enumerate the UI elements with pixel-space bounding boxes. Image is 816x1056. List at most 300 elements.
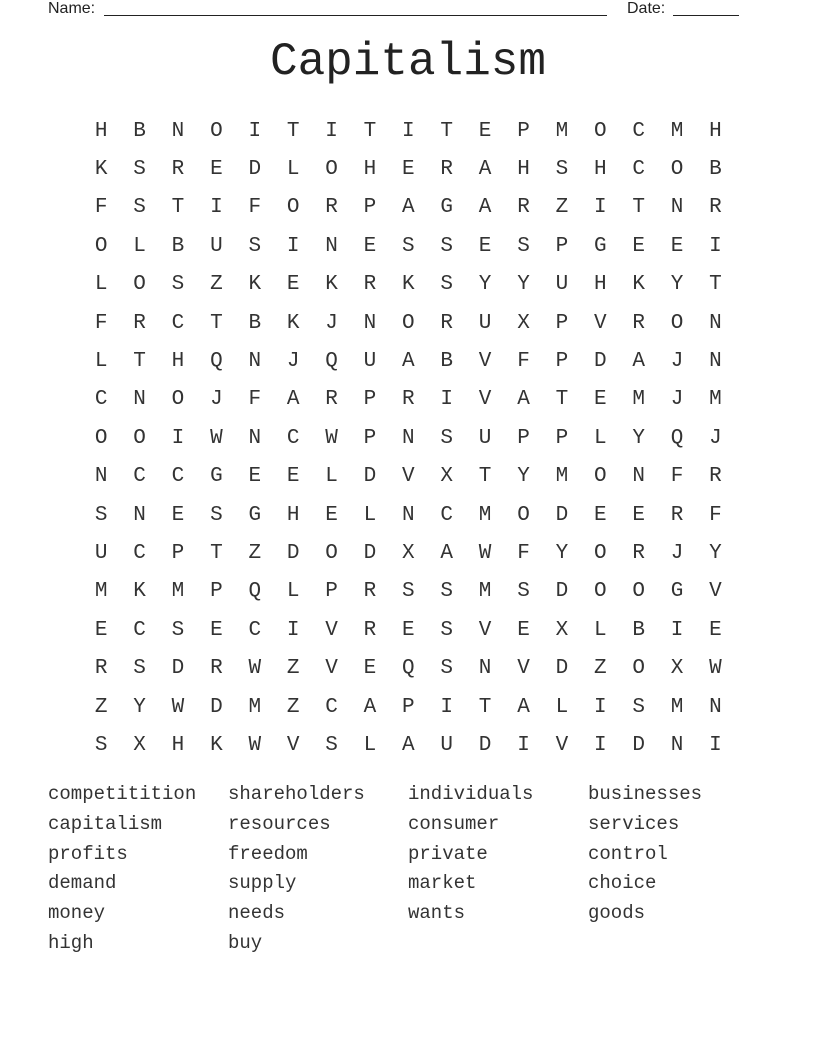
grid-letter[interactable]: O xyxy=(593,541,607,565)
grid-letter[interactable]: V xyxy=(325,657,338,681)
grid-letter[interactable]: T xyxy=(709,273,722,297)
grid-letter[interactable]: X xyxy=(555,618,569,642)
grid-letter[interactable]: R xyxy=(517,196,530,220)
grid-letter[interactable]: W xyxy=(478,541,492,565)
grid-letter[interactable]: S xyxy=(133,158,146,182)
grid-letter[interactable]: R xyxy=(402,388,415,412)
grid-letter[interactable]: H xyxy=(286,503,300,527)
grid-letter[interactable]: J xyxy=(709,426,722,450)
grid-letter[interactable]: M xyxy=(94,580,108,604)
grid-letter[interactable]: P xyxy=(363,426,377,450)
grid-letter[interactable]: H xyxy=(517,158,530,182)
grid-letter[interactable]: J xyxy=(210,388,223,412)
grid-letter[interactable]: I xyxy=(248,119,262,143)
grid-letter[interactable]: L xyxy=(593,426,607,450)
grid-letter[interactable]: E xyxy=(286,465,300,489)
grid-letter[interactable]: O xyxy=(402,311,415,335)
grid-letter[interactable]: E xyxy=(632,234,645,258)
grid-letter[interactable]: C xyxy=(286,426,300,450)
grid-letter[interactable]: K xyxy=(248,273,262,297)
grid-letter[interactable]: V xyxy=(709,580,722,604)
grid-letter[interactable]: J xyxy=(286,350,300,374)
grid-letter[interactable]: P xyxy=(555,234,569,258)
grid-letter[interactable]: N xyxy=(709,695,722,719)
grid-letter[interactable]: E xyxy=(593,388,607,412)
grid-letter[interactable]: B xyxy=(171,234,185,258)
grid-letter[interactable]: R xyxy=(670,503,684,527)
grid-letter[interactable]: I xyxy=(325,119,338,143)
grid-letter[interactable]: S xyxy=(325,733,338,757)
grid-letter[interactable]: Q xyxy=(210,350,223,374)
grid-letter[interactable]: D xyxy=(248,158,262,182)
grid-letter[interactable]: N xyxy=(248,350,262,374)
grid-letter[interactable]: V xyxy=(478,350,492,374)
grid-letter[interactable]: N xyxy=(709,311,722,335)
puzzle-title: Capitalism xyxy=(269,36,547,88)
grid-letter[interactable]: V xyxy=(593,311,607,335)
grid-letter[interactable]: D xyxy=(363,465,377,489)
grid-letter[interactable]: D xyxy=(478,733,492,757)
grid-letter[interactable]: T xyxy=(478,465,492,489)
grid-letter[interactable]: V xyxy=(286,733,300,757)
word-list-item: demand xyxy=(48,872,117,895)
grid-letter[interactable]: Q xyxy=(670,426,684,450)
grid-letter[interactable]: Z xyxy=(555,196,569,220)
grid-letter[interactable]: N xyxy=(402,503,415,527)
grid-letter[interactable]: A xyxy=(478,196,492,220)
grid-letter[interactable]: K xyxy=(632,273,645,297)
grid-letter[interactable]: B xyxy=(440,350,454,374)
grid-letter[interactable]: E xyxy=(363,234,377,258)
grid-letter[interactable]: X xyxy=(517,311,530,335)
grid-letter[interactable]: O xyxy=(593,580,607,604)
grid-letter[interactable]: M xyxy=(248,695,262,719)
grid-letter[interactable]: H xyxy=(171,733,185,757)
grid-letter[interactable]: R xyxy=(210,657,223,681)
grid-letter[interactable]: L xyxy=(286,158,300,182)
grid-letter[interactable]: K xyxy=(402,273,415,297)
grid-letter[interactable]: S xyxy=(402,234,415,258)
grid-letter[interactable]: R xyxy=(363,273,377,297)
grid-letter[interactable]: S xyxy=(517,580,530,604)
grid-letter[interactable]: W xyxy=(709,657,722,681)
grid-letter[interactable]: O xyxy=(171,388,185,412)
grid-letter[interactable]: S xyxy=(517,234,530,258)
grid-letter[interactable]: S xyxy=(171,273,185,297)
grid-letter[interactable]: W xyxy=(325,426,338,450)
grid-letter[interactable]: M xyxy=(171,580,185,604)
grid-letter[interactable]: R xyxy=(94,657,108,681)
grid-letter[interactable]: E xyxy=(325,503,338,527)
grid-letter[interactable]: I xyxy=(709,234,722,258)
grid-letter[interactable]: C xyxy=(325,695,338,719)
grid-letter[interactable]: Y xyxy=(133,695,146,719)
grid-letter[interactable]: A xyxy=(363,695,377,719)
grid-letter[interactable]: P xyxy=(517,426,530,450)
grid-letter[interactable]: L xyxy=(94,350,108,374)
grid-letter[interactable]: O xyxy=(670,311,684,335)
grid-letter[interactable]: H xyxy=(593,158,607,182)
grid-letter[interactable]: M xyxy=(555,465,569,489)
grid-letter[interactable]: U xyxy=(94,541,108,565)
word-list-item: high xyxy=(48,931,94,954)
grid-letter[interactable]: O xyxy=(133,426,146,450)
grid-letter[interactable]: S xyxy=(555,158,569,182)
grid-letter[interactable]: L xyxy=(133,234,146,258)
grid-letter[interactable]: L xyxy=(555,695,569,719)
grid-letter[interactable]: L xyxy=(325,465,338,489)
grid-letter[interactable]: O xyxy=(517,503,530,527)
grid-letter[interactable]: Q xyxy=(325,350,338,374)
grid-letter[interactable]: M xyxy=(709,388,722,412)
grid-letter[interactable]: O xyxy=(286,196,300,220)
grid-letter[interactable]: R xyxy=(133,311,146,335)
grid-letter[interactable]: O xyxy=(94,234,108,258)
word-list-item: services xyxy=(588,812,680,835)
grid-letter[interactable]: E xyxy=(593,503,607,527)
grid-letter[interactable]: S xyxy=(440,657,454,681)
grid-letter[interactable]: I xyxy=(593,196,607,220)
grid-letter[interactable]: M xyxy=(478,503,492,527)
grid-letter[interactable]: A xyxy=(517,695,530,719)
grid-letter[interactable]: H xyxy=(709,119,722,143)
grid-letter[interactable]: R xyxy=(440,311,454,335)
grid-letter[interactable]: L xyxy=(286,580,300,604)
grid-letter[interactable]: A xyxy=(402,350,415,374)
grid-letter[interactable]: N xyxy=(709,350,722,374)
grid-letter[interactable]: U xyxy=(555,273,569,297)
grid-letter[interactable]: A xyxy=(402,733,415,757)
grid-letter[interactable]: C xyxy=(133,618,146,642)
grid-letter[interactable]: O xyxy=(325,541,338,565)
grid-letter[interactable]: S xyxy=(94,733,108,757)
grid-letter[interactable]: W xyxy=(248,657,262,681)
grid-letter[interactable]: P xyxy=(210,580,223,604)
grid-letter[interactable]: I xyxy=(440,388,454,412)
grid-letter[interactable]: P xyxy=(171,541,185,565)
grid-letter[interactable]: P xyxy=(402,695,415,719)
grid-letter[interactable]: H xyxy=(171,350,185,374)
grid-letter[interactable]: U xyxy=(440,733,454,757)
grid-letter[interactable]: F xyxy=(94,196,108,220)
grid-letter[interactable]: B xyxy=(248,311,262,335)
grid-letter[interactable]: Z xyxy=(286,657,300,681)
grid-letter[interactable]: S xyxy=(248,234,262,258)
grid-letter[interactable]: V xyxy=(325,618,338,642)
grid-letter[interactable]: F xyxy=(670,465,684,489)
grid-letter[interactable]: D xyxy=(286,541,300,565)
grid-letter[interactable]: D xyxy=(632,733,645,757)
grid-letter[interactable]: I xyxy=(402,119,415,143)
grid-letter[interactable]: Y xyxy=(517,465,530,489)
grid-letter[interactable]: I xyxy=(171,426,185,450)
grid-letter[interactable]: L xyxy=(593,618,607,642)
grid-letter[interactable]: F xyxy=(248,196,262,220)
grid-letter[interactable]: Z xyxy=(593,657,607,681)
grid-letter[interactable]: G xyxy=(248,503,262,527)
grid-letter[interactable]: Y xyxy=(670,273,684,297)
grid-letter[interactable]: N xyxy=(171,119,185,143)
grid-letter[interactable]: S xyxy=(440,234,454,258)
grid-letter[interactable]: U xyxy=(478,426,492,450)
grid-letter[interactable]: A xyxy=(632,350,645,374)
grid-letter[interactable]: X xyxy=(440,465,454,489)
grid-letter[interactable]: E xyxy=(709,618,722,642)
grid-letter[interactable]: T xyxy=(363,119,377,143)
grid-letter[interactable]: T xyxy=(440,119,454,143)
grid-letter[interactable]: O xyxy=(94,426,108,450)
grid-letter[interactable]: Z xyxy=(248,541,262,565)
grid-letter[interactable]: W xyxy=(171,695,185,719)
grid-letter[interactable]: I xyxy=(440,695,454,719)
date-label: Date: xyxy=(627,0,666,17)
grid-letter[interactable]: T xyxy=(286,119,300,143)
grid-letter[interactable]: C xyxy=(133,465,146,489)
grid-letter[interactable]: Z xyxy=(286,695,300,719)
grid-letter[interactable]: G xyxy=(210,465,223,489)
grid-letter[interactable]: C xyxy=(171,465,185,489)
grid-letter[interactable]: Z xyxy=(94,695,108,719)
grid-letter[interactable]: N xyxy=(402,426,415,450)
grid-letter[interactable]: D xyxy=(555,503,569,527)
grid-letter[interactable]: V xyxy=(555,733,569,757)
grid-letter[interactable]: O xyxy=(210,119,223,143)
grid-letter[interactable]: S xyxy=(133,657,146,681)
grid-letter[interactable]: M xyxy=(670,119,684,143)
grid-letter[interactable]: F xyxy=(94,311,108,335)
grid-letter[interactable]: S xyxy=(210,503,223,527)
grid-letter[interactable]: T xyxy=(555,388,569,412)
grid-letter[interactable]: I xyxy=(210,196,223,220)
grid-letter[interactable]: G xyxy=(593,234,607,258)
grid-letter[interactable]: V xyxy=(478,618,492,642)
grid-letter[interactable]: O xyxy=(632,657,645,681)
grid-letter[interactable]: S xyxy=(440,618,454,642)
grid-letter[interactable]: R xyxy=(632,311,645,335)
grid-letter[interactable]: E xyxy=(670,234,684,258)
grid-letter[interactable]: Y xyxy=(709,541,722,565)
grid-letter[interactable]: N xyxy=(363,311,377,335)
grid-letter[interactable]: Y xyxy=(517,273,530,297)
grid-letter[interactable]: N xyxy=(670,733,684,757)
grid-letter[interactable]: B xyxy=(709,158,722,182)
grid-letter[interactable]: O xyxy=(670,158,684,182)
grid-letter[interactable]: E xyxy=(171,503,185,527)
grid-letter[interactable]: R xyxy=(325,388,338,412)
grid-letter[interactable]: J xyxy=(670,350,684,374)
grid-letter[interactable]: T xyxy=(171,196,185,220)
grid-letter[interactable]: S xyxy=(94,503,108,527)
grid-letter[interactable]: L xyxy=(94,273,108,297)
grid-letter[interactable]: A xyxy=(517,388,530,412)
grid-letter[interactable]: E xyxy=(632,503,645,527)
grid-letter[interactable]: F xyxy=(709,503,722,527)
grid-letter[interactable]: T xyxy=(478,695,492,719)
grid-letter[interactable]: O xyxy=(133,273,146,297)
grid-letter[interactable]: P xyxy=(517,119,530,143)
grid-letter[interactable]: A xyxy=(402,196,415,220)
grid-letter[interactable]: O xyxy=(593,465,607,489)
grid-letter[interactable]: Y xyxy=(632,426,645,450)
grid-letter[interactable]: S xyxy=(440,580,454,604)
grid-letter[interactable]: X xyxy=(670,657,684,681)
grid-letter[interactable]: S xyxy=(171,618,185,642)
grid-letter[interactable]: U xyxy=(363,350,377,374)
grid-letter[interactable]: R xyxy=(363,618,377,642)
grid-letter[interactable]: X xyxy=(133,733,146,757)
grid-letter[interactable]: Z xyxy=(210,273,223,297)
grid-letter[interactable]: H xyxy=(94,119,108,143)
grid-letter[interactable]: P xyxy=(555,426,569,450)
grid-letter[interactable]: A xyxy=(286,388,300,412)
grid-letter[interactable]: I xyxy=(593,733,607,757)
grid-letter[interactable]: M xyxy=(478,580,492,604)
grid-letter[interactable]: E xyxy=(402,618,415,642)
grid-letter[interactable]: F xyxy=(248,388,262,412)
grid-letter[interactable]: W xyxy=(210,426,223,450)
name-blank-line[interactable] xyxy=(104,15,607,16)
grid-letter[interactable]: G xyxy=(440,196,454,220)
grid-letter[interactable]: S xyxy=(632,695,645,719)
grid-letter[interactable]: T xyxy=(210,541,223,565)
grid-letter[interactable]: D xyxy=(593,350,607,374)
grid-letter[interactable]: N xyxy=(248,426,262,450)
grid-letter[interactable]: E xyxy=(248,465,262,489)
grid-letter[interactable]: I xyxy=(670,618,684,642)
grid-letter[interactable]: K xyxy=(133,580,146,604)
grid-letter[interactable]: X xyxy=(402,541,415,565)
grid-letter[interactable]: G xyxy=(670,580,684,604)
grid-letter[interactable]: K xyxy=(210,733,223,757)
grid-letter[interactable]: T xyxy=(210,311,223,335)
grid-letter[interactable]: O xyxy=(632,580,645,604)
grid-letter[interactable]: H xyxy=(593,273,607,297)
grid-letter[interactable]: P xyxy=(555,311,569,335)
grid-letter[interactable]: R xyxy=(440,158,454,182)
grid-letter[interactable]: A xyxy=(478,158,492,182)
grid-letter[interactable]: R xyxy=(325,196,338,220)
grid-letter[interactable]: P xyxy=(363,196,377,220)
grid-letter[interactable]: E xyxy=(210,158,223,182)
grid-letter[interactable]: K xyxy=(94,158,108,182)
grid-letter[interactable]: N xyxy=(94,465,108,489)
grid-letter[interactable]: R xyxy=(171,158,185,182)
grid-letter[interactable]: N xyxy=(325,234,338,258)
grid-letter[interactable]: C xyxy=(248,618,262,642)
grid-letter[interactable]: C xyxy=(171,311,185,335)
grid-letter[interactable]: T xyxy=(632,196,645,220)
grid-letter[interactable]: E xyxy=(402,158,415,182)
grid-letter[interactable]: I xyxy=(517,733,530,757)
grid-letter[interactable]: S xyxy=(402,580,415,604)
grid-letter[interactable]: Y xyxy=(478,273,492,297)
grid-letter[interactable]: E xyxy=(517,618,530,642)
grid-letter[interactable]: M xyxy=(670,695,684,719)
grid-letter[interactable]: J xyxy=(670,388,684,412)
grid-letter[interactable]: P xyxy=(555,350,569,374)
grid-letter[interactable]: E xyxy=(286,273,300,297)
grid-letter[interactable]: A xyxy=(440,541,454,565)
grid-letter[interactable]: Q xyxy=(402,657,415,681)
grid-letter[interactable]: E xyxy=(94,618,108,642)
grid-letter[interactable]: I xyxy=(286,618,300,642)
word-list-item: control xyxy=(588,842,668,865)
grid-letter[interactable]: P xyxy=(325,580,338,604)
grid-letter[interactable]: S xyxy=(440,426,454,450)
grid-letter[interactable]: N xyxy=(478,657,492,681)
grid-letter[interactable]: C xyxy=(94,388,108,412)
grid-letter[interactable]: E xyxy=(210,618,223,642)
grid-letter[interactable]: K xyxy=(325,273,338,297)
grid-letter[interactable]: R xyxy=(632,541,645,565)
grid-letter[interactable]: L xyxy=(363,733,377,757)
grid-letter[interactable]: U xyxy=(210,234,223,258)
grid-letter[interactable]: J xyxy=(325,311,338,335)
grid-letter[interactable]: M xyxy=(555,119,569,143)
grid-letter[interactable]: E xyxy=(363,657,377,681)
word-list-item: profits xyxy=(48,842,128,865)
grid-letter[interactable]: B xyxy=(133,119,146,143)
grid-letter[interactable]: O xyxy=(325,158,338,182)
grid-letter[interactable]: S xyxy=(440,273,454,297)
grid-letter[interactable]: J xyxy=(670,541,684,565)
grid-letter[interactable]: I xyxy=(709,733,722,757)
grid-letter[interactable]: V xyxy=(517,657,530,681)
grid-letter[interactable]: H xyxy=(363,158,377,182)
grid-letter[interactable]: C xyxy=(632,158,645,182)
grid-letter[interactable]: Y xyxy=(555,541,569,565)
grid-letter[interactable]: V xyxy=(478,388,492,412)
grid-letter[interactable]: N xyxy=(133,388,146,412)
grid-letter[interactable]: P xyxy=(363,388,377,412)
grid-letter[interactable]: E xyxy=(478,234,492,258)
grid-letter[interactable]: L xyxy=(363,503,377,527)
word-list-item: choice xyxy=(588,872,657,895)
grid-letter[interactable]: N xyxy=(670,196,684,220)
grid-letter[interactable]: U xyxy=(478,311,492,335)
grid-letter[interactable]: C xyxy=(440,503,454,527)
grid-letter[interactable]: D xyxy=(555,657,569,681)
grid-letter[interactable]: R xyxy=(709,196,722,220)
grid-letter[interactable]: I xyxy=(286,234,300,258)
grid-letter[interactable]: T xyxy=(133,350,146,374)
grid-letter[interactable]: R xyxy=(363,580,377,604)
grid-letter[interactable]: M xyxy=(632,388,645,412)
name-label: Name: xyxy=(48,0,96,17)
grid-letter[interactable]: N xyxy=(632,465,645,489)
grid-letter[interactable]: K xyxy=(286,311,300,335)
grid-letter[interactable]: S xyxy=(133,196,146,220)
grid-letter[interactable]: C xyxy=(632,119,645,143)
grid-letter[interactable]: V xyxy=(402,465,415,489)
grid-letter[interactable]: N xyxy=(133,503,146,527)
grid-letter[interactable]: Q xyxy=(248,580,262,604)
grid-letter[interactable]: O xyxy=(593,119,607,143)
grid-letter[interactable]: D xyxy=(555,580,569,604)
grid-letter[interactable]: R xyxy=(709,465,722,489)
date-blank-line[interactable] xyxy=(673,15,739,16)
grid-letter[interactable]: W xyxy=(248,733,262,757)
grid-letter[interactable]: D xyxy=(210,695,223,719)
grid-letter[interactable]: F xyxy=(517,541,530,565)
grid-letter[interactable]: B xyxy=(632,618,645,642)
grid-letter[interactable]: E xyxy=(478,119,492,143)
grid-letter[interactable]: F xyxy=(517,350,530,374)
grid-letter[interactable]: D xyxy=(171,657,185,681)
grid-letter[interactable]: C xyxy=(133,541,146,565)
grid-letter[interactable]: I xyxy=(593,695,607,719)
grid-letter[interactable]: D xyxy=(363,541,377,565)
